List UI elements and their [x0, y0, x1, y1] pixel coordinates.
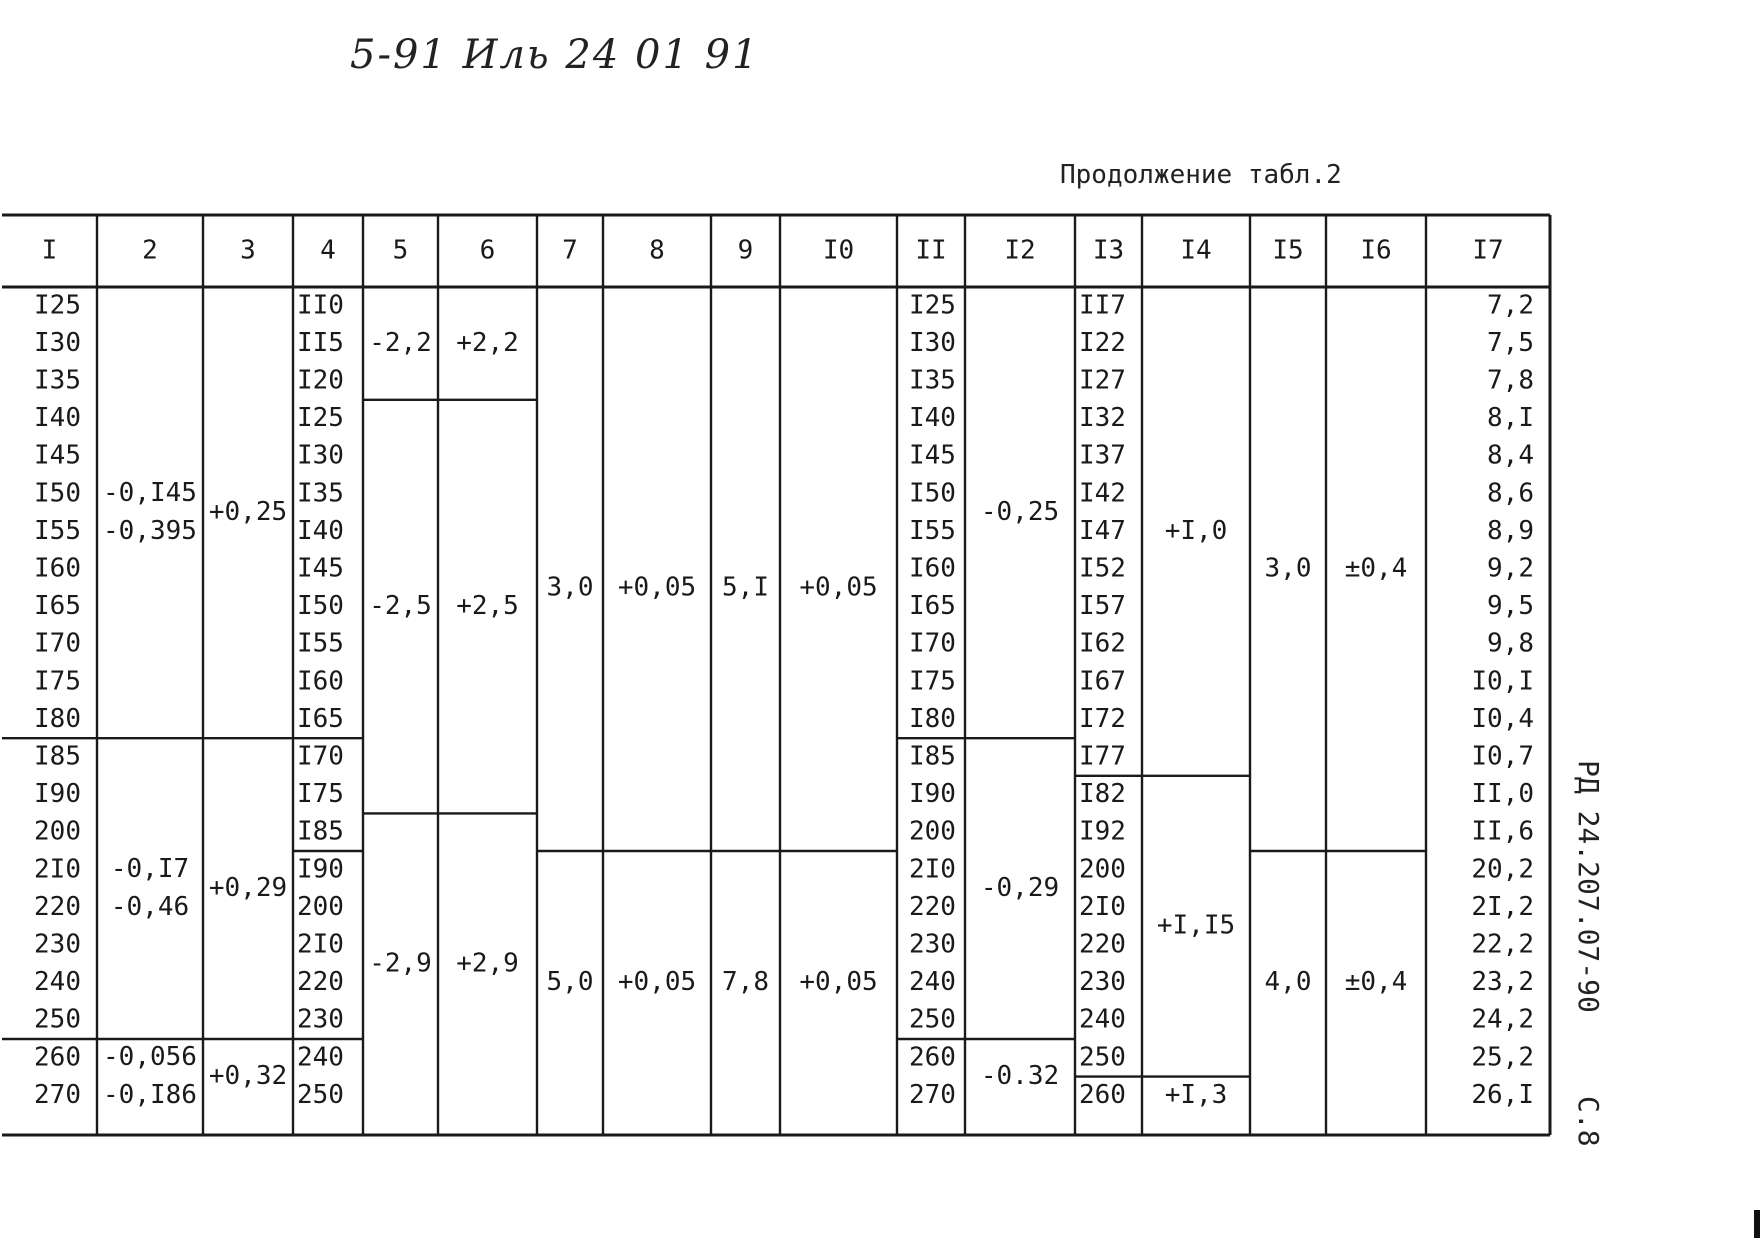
merged-cell-value: +0,25 — [208, 497, 288, 528]
table-cell: 8,6 — [1487, 478, 1534, 509]
merged-cell-value: +I,I5 — [1156, 910, 1236, 941]
table-cell: 200 — [297, 891, 344, 922]
table-cell: 270 — [34, 1079, 81, 1110]
merged-cell-value: -0,I7 — [110, 854, 190, 885]
document-code: РД 24.207.07-90 — [1572, 760, 1605, 1013]
merged-cell-value: 4,0 — [1264, 967, 1312, 998]
table-cell: I70 — [297, 741, 344, 772]
table-cell: 2I,2 — [1471, 891, 1534, 922]
table-cell: 7,2 — [1487, 290, 1534, 321]
merged-cell-value: +2,2 — [456, 327, 519, 358]
table-cell: I0,4 — [1471, 703, 1534, 734]
table-cell: I0,I — [1471, 666, 1534, 697]
merged-cell-value: -0,395 — [103, 516, 197, 547]
merged-cell-value: +0,05 — [799, 967, 878, 998]
table-cell: 260 — [909, 1042, 956, 1073]
table-caption: Продолжение табл.2 — [1060, 160, 1342, 190]
merged-cell-value: +I,3 — [1164, 1079, 1228, 1110]
table-cell: 20,2 — [1471, 854, 1534, 885]
column-header: I — [41, 235, 58, 266]
table-cell: 260 — [1079, 1079, 1126, 1110]
merged-cell-value: +0,32 — [208, 1061, 288, 1092]
column-header: I3 — [1092, 235, 1125, 266]
table-cell: 9,8 — [1487, 628, 1534, 659]
table-cell: I30 — [34, 327, 81, 358]
table-cell: I65 — [297, 703, 344, 734]
table-cell: I40 — [297, 515, 344, 546]
column-header: 5 — [392, 235, 409, 266]
table-cell: 240 — [34, 967, 81, 998]
table-cell: 250 — [1079, 1042, 1126, 1073]
table-cell: I62 — [1079, 628, 1126, 659]
merged-cell-value: -0.32 — [980, 1061, 1060, 1092]
merged-cell-value: +2,9 — [456, 948, 519, 979]
table-cell: I25 — [297, 403, 344, 434]
page-number: С.8 — [1572, 1096, 1605, 1147]
table-cell: 2I0 — [297, 929, 344, 960]
table-cell: 25,2 — [1471, 1042, 1534, 1073]
table-cell: 8,4 — [1487, 440, 1534, 471]
table-cell: 23,2 — [1471, 967, 1534, 998]
merged-cell-value: +0,05 — [799, 572, 878, 603]
table-cell: I75 — [34, 666, 81, 697]
table-cell: I85 — [909, 741, 956, 772]
table-cell: I22 — [1079, 327, 1126, 358]
column-header: 2 — [142, 235, 158, 266]
table-cell: I67 — [1079, 666, 1126, 697]
table-cell: 240 — [1079, 1004, 1126, 1035]
merged-cell-value: -2,2 — [369, 327, 432, 358]
merged-cell-value: 5,0 — [546, 967, 594, 998]
table-cell: I30 — [297, 440, 344, 471]
table-cell: 7,8 — [1487, 365, 1534, 396]
table-cell: I65 — [34, 591, 81, 622]
table-cell: 250 — [34, 1004, 81, 1035]
table-cell: I45 — [297, 553, 344, 584]
table-cell: 2I0 — [1079, 891, 1126, 922]
table-cell: 24,2 — [1471, 1004, 1534, 1035]
table-cell: I72 — [1079, 703, 1126, 734]
merged-cell-value: ±0,4 — [1344, 967, 1408, 998]
table-cell: I35 — [909, 365, 956, 396]
table-cell: 2I0 — [34, 854, 81, 885]
merged-cell-value: ±0,4 — [1344, 553, 1408, 584]
table-cell: I47 — [1079, 515, 1126, 546]
table-cell: I55 — [34, 515, 81, 546]
table-cell: I60 — [909, 553, 956, 584]
table-cell: I55 — [909, 515, 956, 546]
merged-cell-value: -0,056 — [103, 1042, 197, 1073]
table-cell: 2I0 — [909, 854, 956, 885]
table-cell: I60 — [297, 666, 344, 697]
table-cell: I52 — [1079, 553, 1126, 584]
table-cell: I92 — [1079, 816, 1126, 847]
table-cell: 7,5 — [1487, 327, 1534, 358]
merged-cell-value: -0,I86 — [103, 1080, 197, 1111]
column-header: II — [915, 235, 947, 266]
table-cell: I25 — [909, 290, 956, 321]
table-cell: 220 — [297, 967, 344, 998]
table-cell: I25 — [34, 290, 81, 321]
table-cell: II,0 — [1471, 779, 1534, 810]
table-cell: II5 — [297, 327, 344, 358]
table-cell: II,6 — [1471, 816, 1534, 847]
table-cell: I85 — [34, 741, 81, 772]
column-header: I6 — [1360, 235, 1392, 266]
table-cell: 230 — [297, 1004, 344, 1035]
table-cell: 230 — [909, 929, 956, 960]
merged-cell-value: -0,46 — [110, 892, 190, 923]
table-cell: 9,5 — [1487, 591, 1534, 622]
table-cell: I0,7 — [1471, 741, 1534, 772]
merged-cell-value: +0,05 — [617, 572, 697, 603]
table-cell: I45 — [34, 440, 81, 471]
column-header: I2 — [1004, 235, 1036, 266]
column-header: 3 — [240, 235, 256, 266]
table-cell: 230 — [1079, 967, 1126, 998]
table-cell: I55 — [297, 628, 344, 659]
table-cell: I80 — [34, 703, 81, 734]
column-header: I7 — [1472, 235, 1504, 266]
merged-cell-value: 5,I — [722, 572, 769, 603]
column-header: 7 — [562, 235, 578, 266]
merged-cell-value: +I,0 — [1164, 515, 1228, 546]
table-cell: 22,2 — [1471, 929, 1534, 960]
table-cell: I50 — [297, 591, 344, 622]
table-cell: 200 — [1079, 854, 1126, 885]
table-cell: I65 — [909, 591, 956, 622]
table-cell: I50 — [34, 478, 81, 509]
table-cell: I30 — [909, 327, 956, 358]
table-cell: II0 — [297, 290, 344, 321]
merged-cell-value: -0,29 — [980, 873, 1060, 904]
table-cell: 270 — [909, 1079, 956, 1110]
table-cell: I40 — [909, 403, 956, 434]
column-header: 9 — [737, 235, 754, 266]
table-cell: I50 — [909, 478, 956, 509]
merged-cell-value: 3,0 — [546, 572, 594, 603]
table-cell: 200 — [34, 816, 81, 847]
table-cell: I35 — [34, 365, 81, 396]
table-cell: I75 — [297, 779, 344, 810]
table-cell: I27 — [1079, 365, 1126, 396]
table-cell: 240 — [909, 967, 956, 998]
table-cell: 8,9 — [1487, 515, 1534, 546]
table-cell: I90 — [909, 779, 956, 810]
merged-cell-value: 3,0 — [1264, 553, 1312, 584]
table-cell: 230 — [34, 929, 81, 960]
table-cell: I37 — [1079, 440, 1126, 471]
table-cell: I80 — [909, 703, 956, 734]
table-cell: 250 — [909, 1004, 956, 1035]
merged-cell-value: +2,5 — [456, 591, 519, 622]
table-cell: 220 — [34, 891, 81, 922]
table-cell: I42 — [1079, 478, 1126, 509]
table-cell: I70 — [34, 628, 81, 659]
table-cell: I35 — [297, 478, 344, 509]
table-cell: I45 — [909, 440, 956, 471]
table-cell: I60 — [34, 553, 81, 584]
table-cell: I85 — [297, 816, 344, 847]
handwritten-note: 5-91 Иль 24 01 91 — [350, 32, 760, 78]
table-cell: I57 — [1079, 591, 1126, 622]
table-cell: I32 — [1079, 403, 1126, 434]
table-cell: I90 — [297, 854, 344, 885]
table-cell: 220 — [1079, 929, 1126, 960]
table-cell: I40 — [34, 403, 81, 434]
table-cell: 9,2 — [1487, 553, 1534, 584]
column-header: 8 — [649, 235, 665, 266]
merged-cell-value: -2,9 — [369, 948, 432, 979]
table-cell: 220 — [909, 891, 956, 922]
merged-cell-value: +0,29 — [208, 873, 288, 904]
table-cell: I90 — [34, 779, 81, 810]
column-header: I5 — [1272, 235, 1304, 266]
merged-cell-value: 7,8 — [722, 967, 769, 998]
table-cell: II7 — [1079, 290, 1126, 321]
table-cell: I75 — [909, 666, 956, 697]
table-cell: I82 — [1079, 779, 1126, 810]
merged-cell-value: -0,I45 — [103, 478, 197, 509]
merged-cell-value: -2,5 — [369, 591, 432, 622]
table-cell: I70 — [909, 628, 956, 659]
merged-cell-value: +0,05 — [617, 967, 697, 998]
column-header: I4 — [1180, 235, 1212, 266]
table-cell: I77 — [1079, 741, 1126, 772]
merged-cell-value: -0,25 — [980, 497, 1060, 528]
table-cell: 240 — [297, 1042, 344, 1073]
table-cell: 8,I — [1487, 403, 1534, 434]
column-header: 6 — [479, 235, 496, 266]
table-cell: 26,I — [1471, 1079, 1534, 1110]
table-cell: I20 — [297, 365, 344, 396]
table-cell: 250 — [297, 1079, 344, 1110]
column-header: 4 — [320, 235, 336, 266]
table-cell: 200 — [909, 816, 956, 847]
column-header: I0 — [822, 235, 855, 266]
table-cell: 260 — [34, 1042, 81, 1073]
